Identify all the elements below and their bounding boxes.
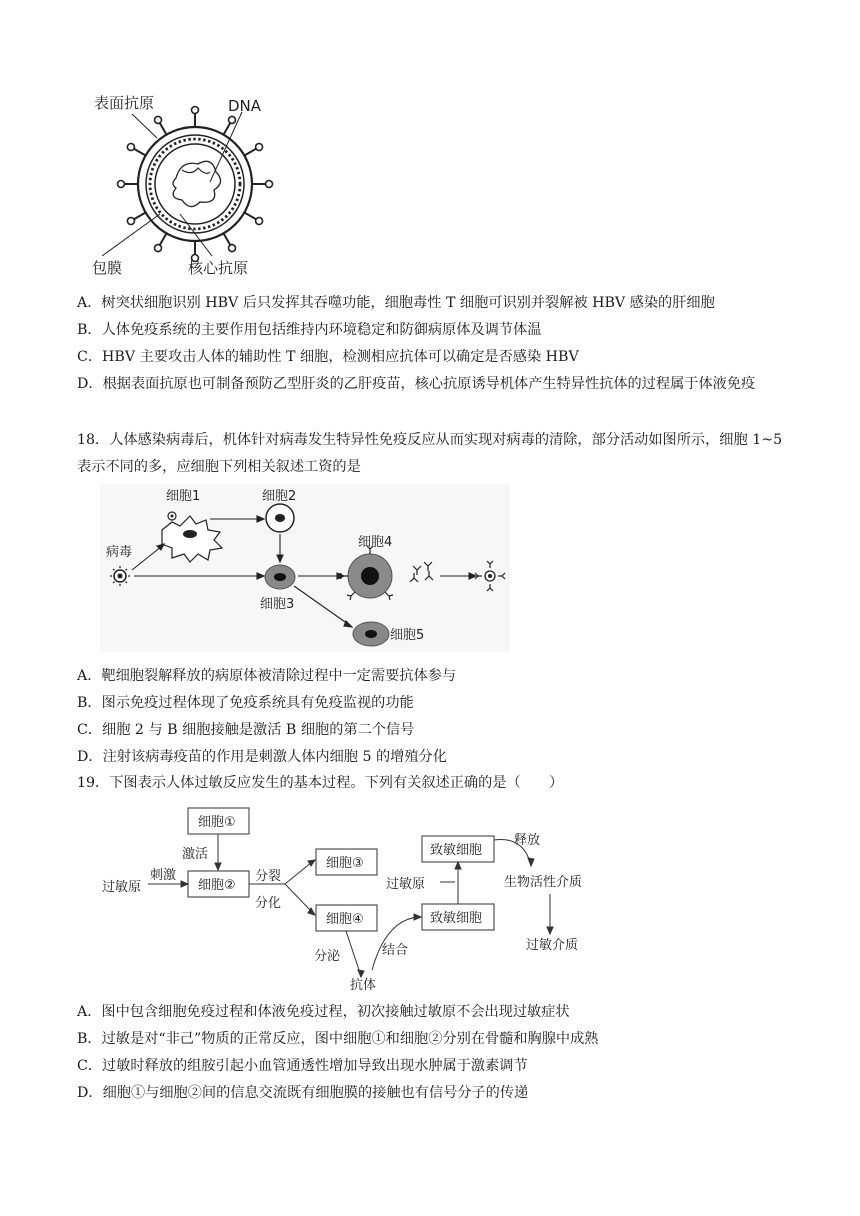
cell2 xyxy=(266,504,294,532)
label-cell2: 细胞2 xyxy=(262,489,297,504)
label-sensitized-bottom: 致敏细胞 xyxy=(430,911,483,926)
cell5 xyxy=(353,622,389,646)
q17-option-a: A．树突状细胞识别 HBV 后只发挥其吞噬功能，细胞毒性 T 细胞可识别并裂解被 HBV 感染的肝细胞 xyxy=(77,295,715,311)
label-allergen-mid: 过敏原 xyxy=(386,877,426,892)
label-cell1: 细胞1 xyxy=(166,489,201,504)
q18-option-b: B．图示免疫过程体现了免疫系统具有免疫监视的功能 xyxy=(77,695,414,711)
label-antibody: 抗体 xyxy=(350,978,377,993)
q18-option-c: C．细胞 2 与 B 细胞接触是激活 B 细胞的第二个信号 xyxy=(77,722,415,738)
label-core-antigen: 核心抗原 xyxy=(188,259,249,277)
q19-option-a: A．图中包含细胞免疫过程和体液免疫过程，初次接触过敏原不会出现过敏症状 xyxy=(77,1004,570,1020)
q17-option-b: B．人体免疫系统的主要作用包括维持内环境稳定和防御病原体及调节体温 xyxy=(77,322,542,338)
virus-small-icon xyxy=(168,512,176,520)
q19-stem: 19．下图表示人体过敏反应发生的基本过程。下列有关叙述正确的是（ ） xyxy=(77,775,564,791)
label-virus: 病毒 xyxy=(106,545,133,560)
label-bioactive: 生物活性介质 xyxy=(504,875,583,890)
label-surface-antigen: 表面抗原 xyxy=(94,94,155,112)
label-allergy-mediator: 过敏介质 xyxy=(526,938,579,953)
q18-option-a: A．靶细胞裂解释放的病原体被清除过程中一定需要抗体参与 xyxy=(77,668,457,684)
label-stimulate: 刺激 xyxy=(150,868,177,883)
label-allergen-left: 过敏原 xyxy=(102,880,142,895)
label-secrete: 分泌 xyxy=(314,949,341,964)
q19-allergy-figure xyxy=(100,800,620,995)
label-release: 释放 xyxy=(514,833,541,848)
label-cell3: 细胞3 xyxy=(260,597,295,612)
label-cell4: 细胞4 xyxy=(358,535,393,550)
cell3 xyxy=(265,565,295,589)
hbv-structure-figure xyxy=(82,86,282,281)
q18-immune-figure xyxy=(100,484,510,652)
label-divide: 分裂 xyxy=(255,869,282,884)
label-cell4: 细胞④ xyxy=(326,912,364,927)
q17-option-c: C．HBV 主要攻击人体的辅助性 T 细胞，检测相应抗体可以确定是否感染 HBV xyxy=(77,349,579,365)
label-cell1: 细胞① xyxy=(198,815,236,830)
label-bind: 结合 xyxy=(382,943,409,958)
virus-particle xyxy=(118,107,273,262)
q18-stem: 18．人体感染病毒后，机体针对病毒发生特异性免疫反应从而实现对病毒的清除，部分活动如图所示，细胞 1~5 表示不同的多，应细胞下列相关叙述工资的是 xyxy=(77,432,783,475)
label-cell5: 细胞5 xyxy=(390,628,425,643)
label-cell2: 细胞② xyxy=(198,878,236,893)
label-activate: 激活 xyxy=(182,847,209,862)
label-dna: DNA xyxy=(228,97,262,115)
label-sensitized-top: 致敏细胞 xyxy=(430,843,483,858)
q18-option-d: D．注射该病毒疫苗的作用是刺激人体内细胞 5 的增殖分化 xyxy=(77,749,447,765)
label-envelope: 包膜 xyxy=(92,259,123,277)
q19-option-c: C．过敏时释放的组胺引起小血管通透性增加导致出现水肿属于激素调节 xyxy=(77,1058,528,1074)
label-cell3: 细胞③ xyxy=(326,856,364,871)
q19-option-d: D．细胞①与细胞②间的信息交流既有细胞膜的接触也有信号分子的传递 xyxy=(77,1085,529,1101)
label-differentiate: 分化 xyxy=(255,896,282,911)
leader-surface-antigen xyxy=(132,114,157,138)
q19-option-b: B．过敏是对“非己”物质的正常反应，图中细胞①和细胞②分别在骨髓和胸腺中成熟 xyxy=(77,1031,599,1047)
q17-option-d: D．根据表面抗原也可制备预防乙型肝炎的乙肝疫苗，核心抗原诱导机体产生特异性抗体的过程属于体液免疫 xyxy=(77,376,756,392)
